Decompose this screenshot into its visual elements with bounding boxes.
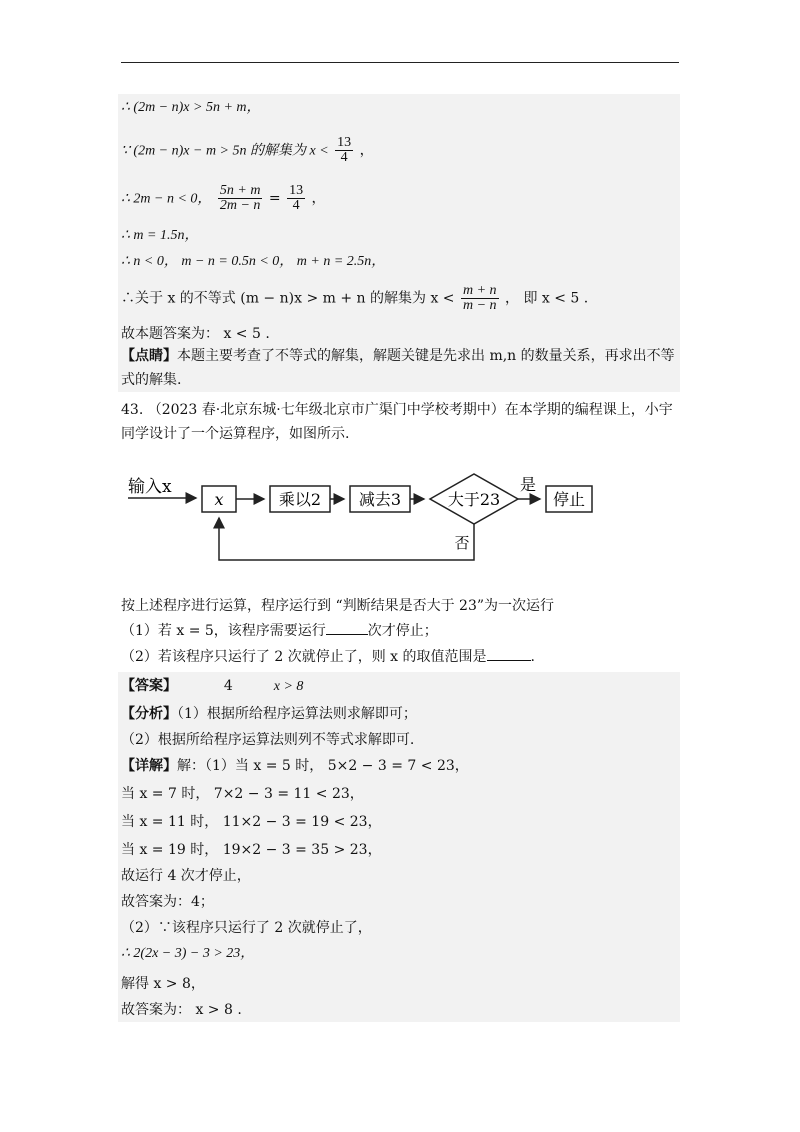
analysis-text-1: （1）根据所给程序运算法则求解即可； [177,706,417,722]
flow-yes-label: 是 [519,475,537,494]
solution-line-6-end: ， 即 x < 5 . [505,290,589,307]
detail-line-9: 解得 x > 8， [121,976,205,992]
flow-arrow-no-loop [219,518,474,560]
flow-box-stop-label: 停止 [552,490,586,509]
solution-line-5: ∴ n < 0， m − n = 0.5n < 0， m + n = 2.5n， [121,254,386,269]
fraction-numerator: 5n + m [219,183,261,198]
solution-line-7: 故本题答案为： x < 5 . [121,326,270,342]
flow-box-multiply-label: 乘以2 [278,490,322,509]
detail-line-3: 当 x = 11 时， 11×2 − 3 = 19 < 23， [121,814,382,830]
fraction-numerator: 13 [289,183,304,198]
solution-line-2-text: ∵ (2m − n)x − m > 5n 的解集为 x < [121,143,329,159]
answer-value-2: x > 8 [273,679,304,694]
flowchart [128,470,608,582]
solution-line-3-text: ∴ 2m − n < 0， [121,191,212,207]
solution-line-1: ∴ (2m − n)x > 5n + m， [121,100,261,115]
solution-line-4: ∴ m = 1.5n， [121,228,199,243]
flow-box-x-label: x [214,490,224,509]
answer-tag: 【答案】 [121,678,177,694]
flow-box-subtract-label: 减去3 [358,490,402,509]
comment-tag: 【点睛】 [121,348,177,364]
fraction-numerator: 13 [337,135,352,150]
detail-line-10: 故答案为： x > 8 . [121,1002,242,1018]
solution-line-3-end: ， [311,190,326,207]
detail-line-4: 当 x = 19 时， 19×2 − 3 = 35 > 23， [121,842,382,858]
answer-value-1: 4 [223,678,233,694]
comment-text: 本题主要考查了不等式的解集，解题关键是先求出 m,n 的数量关系，再求出不等 [177,348,675,364]
fraction-ratio [218,184,263,213]
fraction-13-4 [335,136,353,165]
question-after-line-2 [121,620,438,641]
detail-tag: 【详解】 [121,758,177,774]
equals-sign: = [268,190,281,207]
fraction-mn [461,284,499,313]
question-line-2: 同学设计了一个运算程序，如图所示. [121,426,350,442]
question-after-line-3 [121,646,535,667]
solution-line-6-text: ∴关于 x 的不等式 (m − n)x > m + n 的解集为 x < [121,290,455,307]
solution-line-9: 式的解集. [121,372,182,388]
flow-decision-label: 大于23 [447,490,501,509]
solution-line-3 [121,184,326,213]
solution-line-2 [121,136,374,165]
detail-line-1 [121,756,469,776]
answer-blank-1 [326,620,368,635]
header-rule [121,62,679,63]
solution-line-8 [121,346,675,366]
detail-line-8: ∴ 2(2x − 3) − 3 > 23， [121,946,255,961]
question-after-line-1: 按上述程序进行运算，程序运行到 “判断结果是否大于 23”为一次运行 [121,598,555,614]
question-line-1: 43. （2023 春·北京东城·七年级北京市广渠门中学校考期中）在本学期的编程课上，小宇 [121,402,673,418]
subquestion-2-end: . [530,649,535,665]
fraction-denominator: 4 [292,198,300,213]
detail-line-7: （2）∵该程序只运行了 2 次就停止了， [121,920,372,936]
detail-line-5: 故运行 4 次才停止， [121,868,251,884]
flow-no-label: 否 [454,534,470,552]
detail-line-2: 当 x = 7 时， 7×2 − 3 = 11 < 23， [121,786,364,802]
fraction-denominator: m − n [462,298,497,313]
fraction-numerator: m + n [462,283,497,298]
detail-text-1: 解：（1）当 x = 5 时， 5×2 − 3 = 7 < 23， [177,758,469,774]
flow-input-label: 输入x [128,477,172,497]
analysis-tag: 【分析】 [121,706,177,722]
fraction-denominator: 4 [340,150,348,165]
fraction-denominator: 2m − n [219,198,261,213]
analysis-line-1 [121,704,417,724]
subquestion-1-end: 次才停止； [367,623,438,639]
analysis-line-2: （2）根据所给程序运算法则列不等式求解即可. [121,732,415,748]
solution-line-2-end: ， [359,142,374,159]
subquestion-1-text: （1）若 x = 5，该程序需要运行 [121,623,326,639]
answer-blank-2 [487,646,531,661]
answer-line [121,676,303,697]
fraction-13-4-b [287,184,305,213]
subquestion-2-text: （2）若该程序只运行了 2 次就停止了，则 x 的取值范围是 [121,649,487,665]
solution-line-6 [121,284,588,313]
detail-line-6: 故答案为：4； [121,894,214,910]
